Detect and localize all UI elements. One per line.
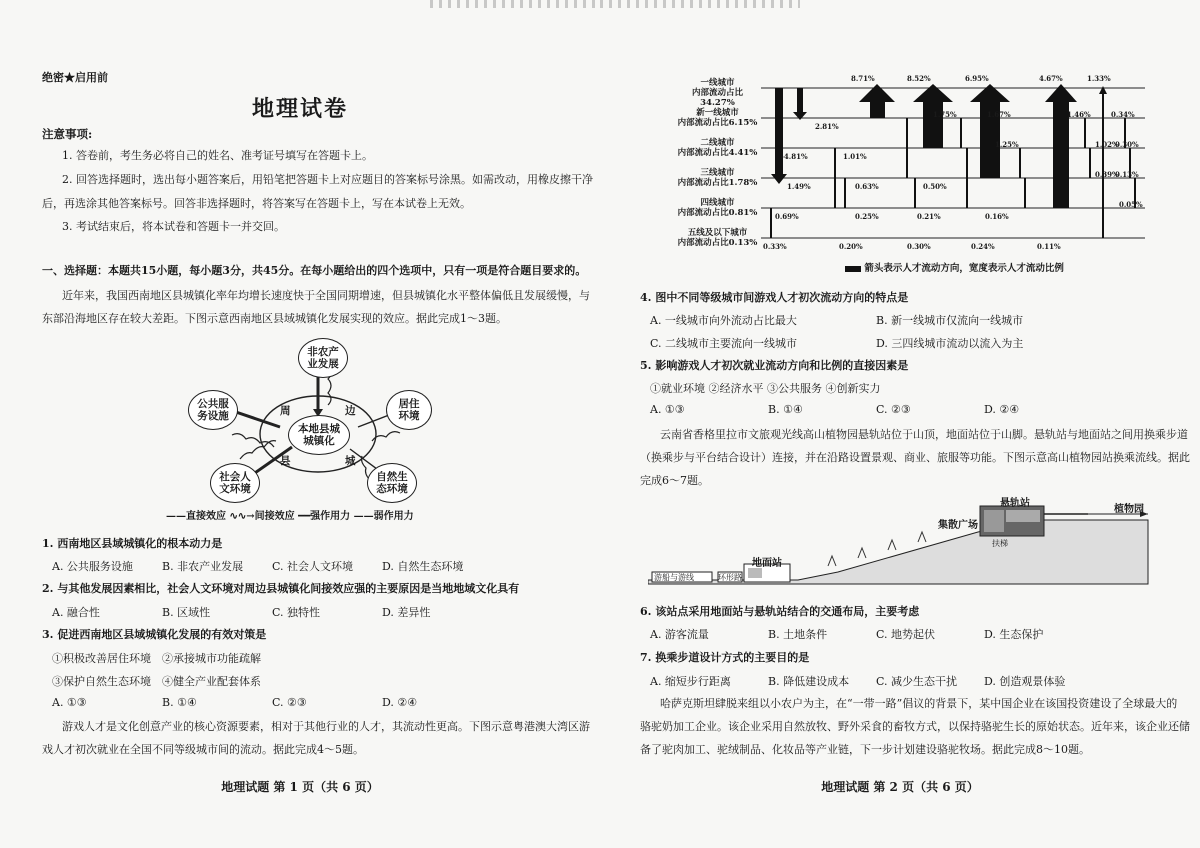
q3-statement-1: ①积极改善居住环境 <box>52 652 151 665</box>
q6-option-b: B. 土地条件 <box>768 628 828 641</box>
label-suspended-station: 悬轨站 <box>1000 498 1030 509</box>
q1-stem: 1. 西南地区县域城镇化的根本动力是 <box>42 537 223 550</box>
q3-statement-4: ④健全产业配套体系 <box>162 675 261 688</box>
talent-flow-chart <box>675 74 1145 274</box>
q3-statement-3: ③保护自然生态环境 <box>52 675 151 688</box>
q5-option-b: B. ①④ <box>768 403 803 416</box>
pct-label: 6.95% <box>965 74 989 83</box>
intro-2b: 戏人才初次就业在全国不同等级城市间的流动。据此完成4～5题。 <box>42 743 364 756</box>
pct-label: 1.33% <box>1087 74 1111 83</box>
q5-option-a: A. ①③ <box>650 403 685 416</box>
node-living-environment: 居住 环境 <box>386 390 432 430</box>
pct-label: 8.52% <box>907 74 931 83</box>
pct-label: 0.05% <box>1119 200 1143 209</box>
row-label-tier3: 三线城市 内部流动占比1.78% <box>677 168 758 188</box>
q3-option-a: A. ①③ <box>52 696 87 709</box>
flow-arrows <box>675 74 1145 254</box>
pct-label: 8.71% <box>851 74 875 83</box>
pct-label: 1.49% <box>787 182 811 191</box>
q5-option-c: C. ②③ <box>876 403 911 416</box>
q4-option-c: C. 二线城市主要流向一线城市 <box>650 337 798 350</box>
intro-3c: 完成6～7题。 <box>640 474 709 487</box>
q2-option-a: A. 融合性 <box>52 606 100 619</box>
q1-option-a: A. 公共服务设施 <box>52 560 133 573</box>
q5-statements: ①就业环境 ②经济水平 ③公共服务 ④创新实力 <box>650 382 881 395</box>
scan-edge <box>430 0 600 8</box>
pct-label: 0.25% <box>855 212 879 221</box>
exam-title: 地理试卷 <box>251 96 348 122</box>
label-boat-line: 游船与游线 <box>654 573 694 582</box>
chart-legend-text: 箭头表示人才流动方向，宽度表示人才流动比例 <box>864 263 1064 274</box>
intro-3b: （换乘步与平台结合设计）连接，并在沿路设置景观、商业、旅服等功能。下图示意高山植物园站换乘流线。据此 <box>640 451 1190 464</box>
notice-3: 3. 考试结束后，将本试卷和答题卡一并交回。 <box>62 220 285 233</box>
q2-option-d: D. 差异性 <box>382 606 431 619</box>
q2-stem: 2. 与其他发展因素相比，社会人文环境对周边县城镇化间接效应强的主要原因是当地地域文化具有 <box>42 582 520 595</box>
pct-label: 0.24% <box>971 242 995 251</box>
pct-label: 0.30% <box>907 242 931 251</box>
ring-char-2: 边 <box>345 405 356 417</box>
section-1-title: 一、选择题：本题共15小题，每小题3分，共45分。在每小题给出的四个选项中，只有一项是符合题目要求的。 <box>42 264 587 277</box>
pct-label: 0.11% <box>1037 242 1061 251</box>
pct-label: 1.25% <box>995 140 1019 149</box>
pct-label: 4.67% <box>1039 74 1063 83</box>
intro-1b: 东部沿海地区存在较大差距。下图示意西南地区县域城镇化发展实现的效应。据此完成1～3题。 <box>42 312 507 325</box>
q7-option-c: C. 减少生态干扰 <box>876 675 958 688</box>
pct-label: 1.46% <box>1067 110 1091 119</box>
pct-label: 0.34% <box>1111 110 1135 119</box>
q5-option-d: D. ②④ <box>984 403 1020 416</box>
notice-2b: 后，再选涂其他答案标号。回答非选择题时，将答案写在答题卡上，写在本试卷上无效。 <box>42 197 471 210</box>
pct-label: 0.21% <box>917 212 941 221</box>
q1-option-c: C. 社会人文环境 <box>272 560 354 573</box>
pct-label: 1.75% <box>933 110 957 119</box>
label-plaza: 集散广场 <box>938 520 978 531</box>
row-label-tier1: 一线城市 内部流动占比34.27% <box>691 78 743 108</box>
notice-title: 注意事项: <box>42 127 93 141</box>
pct-label: 0.20% <box>839 242 863 251</box>
ring-char-1: 周 <box>280 405 291 417</box>
intro-3a: 云南省香格里拉市文旅观光线高山植物园悬轨站位于山顶，地面站位于山脚。悬轨站与地面站之间用换乘步道 <box>660 428 1188 441</box>
q4-stem: 4. 图中不同等级城市间游戏人才初次流动方向的特点是 <box>640 291 909 304</box>
pct-label: 1.02% <box>1095 140 1119 149</box>
q4-option-d: D. 三四线城市流动以流入为主 <box>876 337 1024 350</box>
label-escalator: 扶梯 <box>992 539 1008 548</box>
q1-option-d: D. 自然生态环境 <box>382 560 464 573</box>
secret-label: 绝密★启用前 <box>42 71 108 84</box>
q7-option-b: B. 降低建设成本 <box>768 675 850 688</box>
q7-option-d: D. 创造观景体验 <box>984 675 1066 688</box>
q7-option-a: A. 缩短步行距离 <box>650 675 731 688</box>
pct-label: 1.01% <box>843 152 867 161</box>
notice-1: 1. 答卷前，考生务必将自己的姓名、准考证号填写在答题卡上。 <box>62 149 373 162</box>
q1-option-b: B. 非农产业发展 <box>162 560 244 573</box>
q6-option-c: C. 地势起伏 <box>876 628 936 641</box>
row-label-tier5: 五线及以下城市 内部流动占比0.13% <box>677 228 758 248</box>
pct-label: 0.30% <box>1115 140 1139 149</box>
q3-statement-2: ②承接城市功能疏解 <box>162 652 261 665</box>
chart-legend <box>845 260 1064 274</box>
row-label-tier4: 四线城市 内部流动占比0.81% <box>677 198 758 218</box>
page-2 <box>600 0 1200 848</box>
q5-stem: 5. 影响游戏人才初次就业流动方向和比例的直接因素是 <box>640 359 909 372</box>
node-natural-ecology: 自然生 态环境 <box>367 463 417 503</box>
q3-option-c: C. ②③ <box>272 696 307 709</box>
intro-4a: 哈萨克斯坦肆脱来组以小农户为主，在“一带一路”倡议的背景下，某中国企业在该国投资建设了全球最大的 <box>660 697 1178 710</box>
pct-label: 2.81% <box>815 122 839 131</box>
station-profile-figure <box>648 492 1158 592</box>
q6-stem: 6. 该站点采用地面站与悬轨站结合的交通布局，主要考虑 <box>640 605 920 618</box>
notice-2: 2. 回答选择题时，选出每小题答案后，用铅笔把答题卡上对应题目的答案标号涂黑。如需改动，用橡皮擦干净 <box>62 173 593 186</box>
q2-option-c: C. 独特性 <box>272 606 321 619</box>
q6-option-a: A. 游客流量 <box>650 628 709 641</box>
page-2-footer: 地理试题 第 2 页（共 6 页） <box>821 780 979 794</box>
q3-stem: 3. 促进西南地区县域城镇化发展的有效对策是 <box>42 628 267 641</box>
node-county-urbanization: 本地县城 城镇化 <box>288 415 350 455</box>
q2-option-b: B. 区域性 <box>162 606 211 619</box>
urbanization-diagram <box>166 335 470 525</box>
label-ground-station: 地面站 <box>752 558 782 569</box>
pct-label: 0.69% <box>775 212 799 221</box>
intro-1a: 近年来，我国西南地区县城镇化率年均增长速度快于全国同期增速，但县城镇化水平整体偏低且发展缓慢，与 <box>62 289 590 302</box>
page-1-footer: 地理试题 第 1 页（共 6 页） <box>221 780 379 794</box>
row-label-new-tier1: 新一线城市 内部流动占比6.15% <box>677 108 758 128</box>
intro-2a: 游戏人才是文化创意产业的核心资源要素，相对于其他行业的人才，其流动性更高。下图示意粤港澳大湾区游 <box>62 720 590 733</box>
q4-option-a: A. 一线城市向外流动占比最大 <box>650 314 797 327</box>
q6-option-d: D. 生态保护 <box>984 628 1044 641</box>
row-label-tier2: 二线城市 内部流动占比4.41% <box>677 138 758 158</box>
pct-label: 0.33% <box>763 242 787 251</box>
legend-arrow-icon <box>845 266 861 272</box>
q7-stem: 7. 换乘步道设计方式的主要目的是 <box>640 651 810 664</box>
pct-label: 0.16% <box>985 212 1009 221</box>
pct-label: 0.63% <box>855 182 879 191</box>
pct-label: -4.81% <box>781 152 808 161</box>
scan-edge-2 <box>600 0 800 8</box>
q3-option-b: B. ①④ <box>162 696 197 709</box>
label-ring-road: 环形路 <box>718 573 742 582</box>
pct-label: 0.13% <box>1115 170 1139 179</box>
q3-option-d: D. ②④ <box>382 696 418 709</box>
pct-label: 0.39% <box>1095 170 1119 179</box>
intro-4b: 骆驼奶加工企业。该企业采用自然放牧、野外采食的畜牧方式，以保持骆驼生长的原始状态。近年来，该企业还储 <box>640 720 1190 733</box>
intro-4c: 备了驼肉加工、驼绒制品、化妆品等产业链，下一步计划建设骆驼牧场。据此完成8～10题。 <box>640 743 1090 756</box>
node-public-service: 公共服 务设施 <box>188 390 238 430</box>
pct-label: 0.50% <box>923 182 947 191</box>
pct-label: 1.67% <box>987 110 1011 119</box>
q4-option-b: B. 新一线城市仅流向一线城市 <box>876 314 1024 327</box>
label-botanical-garden: 植物园 <box>1114 504 1144 515</box>
diagram-legend: ——直接效应 ∿∿→间接效应 ━━强作用力 ——弱作用力 <box>166 511 414 522</box>
node-nonagri-industry: 非农产 业发展 <box>298 338 348 378</box>
node-social-culture: 社会人 文环境 <box>210 463 260 503</box>
ring-char-4: 城 <box>345 455 356 467</box>
ring-char-3: 县 <box>280 455 291 467</box>
